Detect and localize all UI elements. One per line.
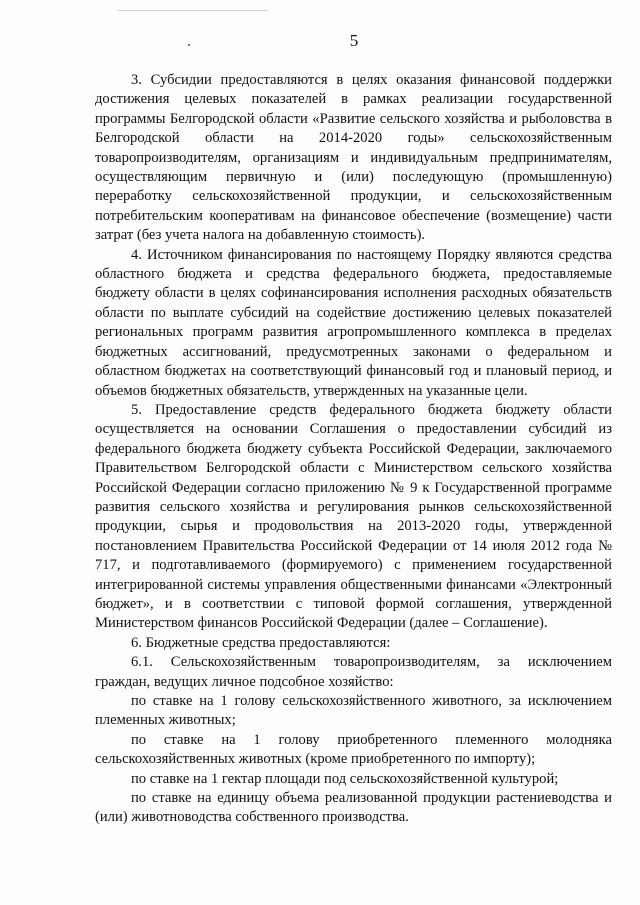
list-item-rate-per-breeding-young: по ставке на 1 голову приобретенного племенного молодняка сельскохозяйственных животных (кроме приобретенного по импорту); bbox=[95, 731, 612, 768]
paragraph-5: 5. Предоставление средств федерального бюджета бюджету области осуществляется на основании Соглашения о предоставлении субсидий из федерального бюджета бюджету субъекта Российской Федерации, заключаемого Правительством Белгородской области с Министерством сельского хозяйства Российской Федерации согласно приложению № 9 к Государственной программе развития сельского хозяйства и регулирования рынков сельскохозяйственной продукции, сырья и продовольствия на 2013-2020 годы, утвержденной постановлением Правительства Российской Федерации от 14 июля 2012 года № 717, и подготавливаемого (формируемого) с применением государственной интегрированной системы управления общественными финансами «Электронный бюджет», и в соответствии с типовой формой соглашения, утвержденной Министерством финансов Российской Федерации (далее – Соглашение). bbox=[95, 401, 612, 632]
page-number: 5 bbox=[349, 31, 359, 50]
list-item-rate-per-hectare: по ставке на 1 гектар площади под сельскохозяйственной культурой; bbox=[131, 770, 559, 787]
document-body bbox=[95, 71, 612, 828]
scan-edge-line bbox=[118, 10, 268, 11]
paragraph-3: 3. Субсидии предоставляются в целях оказания финансовой поддержки достижения целевых показателей в рамках реализации государственной программы Белгородской области «Развитие сельского хозяйства и рыболовства в Белгородской области на 2014-2020 годы» сельскохозяйственным товаропроизводителям, организациям и индивидуальным предпринимателям, осуществляющим первичную и (или) последующую (промышленную) переработку сельскохозяйственной продукции, и сельскохозяйственным потребительским кооперативам на финансовое обеспечение (возмещение) части затрат (без учета налога на добавленную стоимость). bbox=[95, 72, 612, 244]
paragraph-4: 4. Источником финансирования по настоящему Порядку являются средства областного бюджета и средства федерального бюджета, предоставляемые бюджету области в целях софинансирования исполнения расходных обязательств области по выплате субсидий на содействие достижению целевых показателей региональных программ развития агропромышленного комплекса в пределах бюджетных ассигнований, предусмотренных законами о федеральном и областном бюджетах на соответствующий финансовый год и плановый период, и объемов бюджетных обязательств, утвержденных на указанные цели. bbox=[95, 246, 612, 399]
list-item-rate-per-animal: по ставке на 1 голову сельскохозяйственного животного, за исключением племенных животных; bbox=[95, 693, 612, 729]
paragraph-6-1: 6.1. Сельскохозяйственным товаропроизводителям, за исключением граждан, ведущих личное подсобное хозяйство: bbox=[95, 654, 612, 690]
list-item-rate-per-product-unit: по ставке на единицу объема реализованной продукции растениеводства и (или) животноводства собственного производства. bbox=[95, 790, 612, 826]
paragraph-6: 6. Бюджетные средства предоставляются: bbox=[131, 634, 391, 651]
